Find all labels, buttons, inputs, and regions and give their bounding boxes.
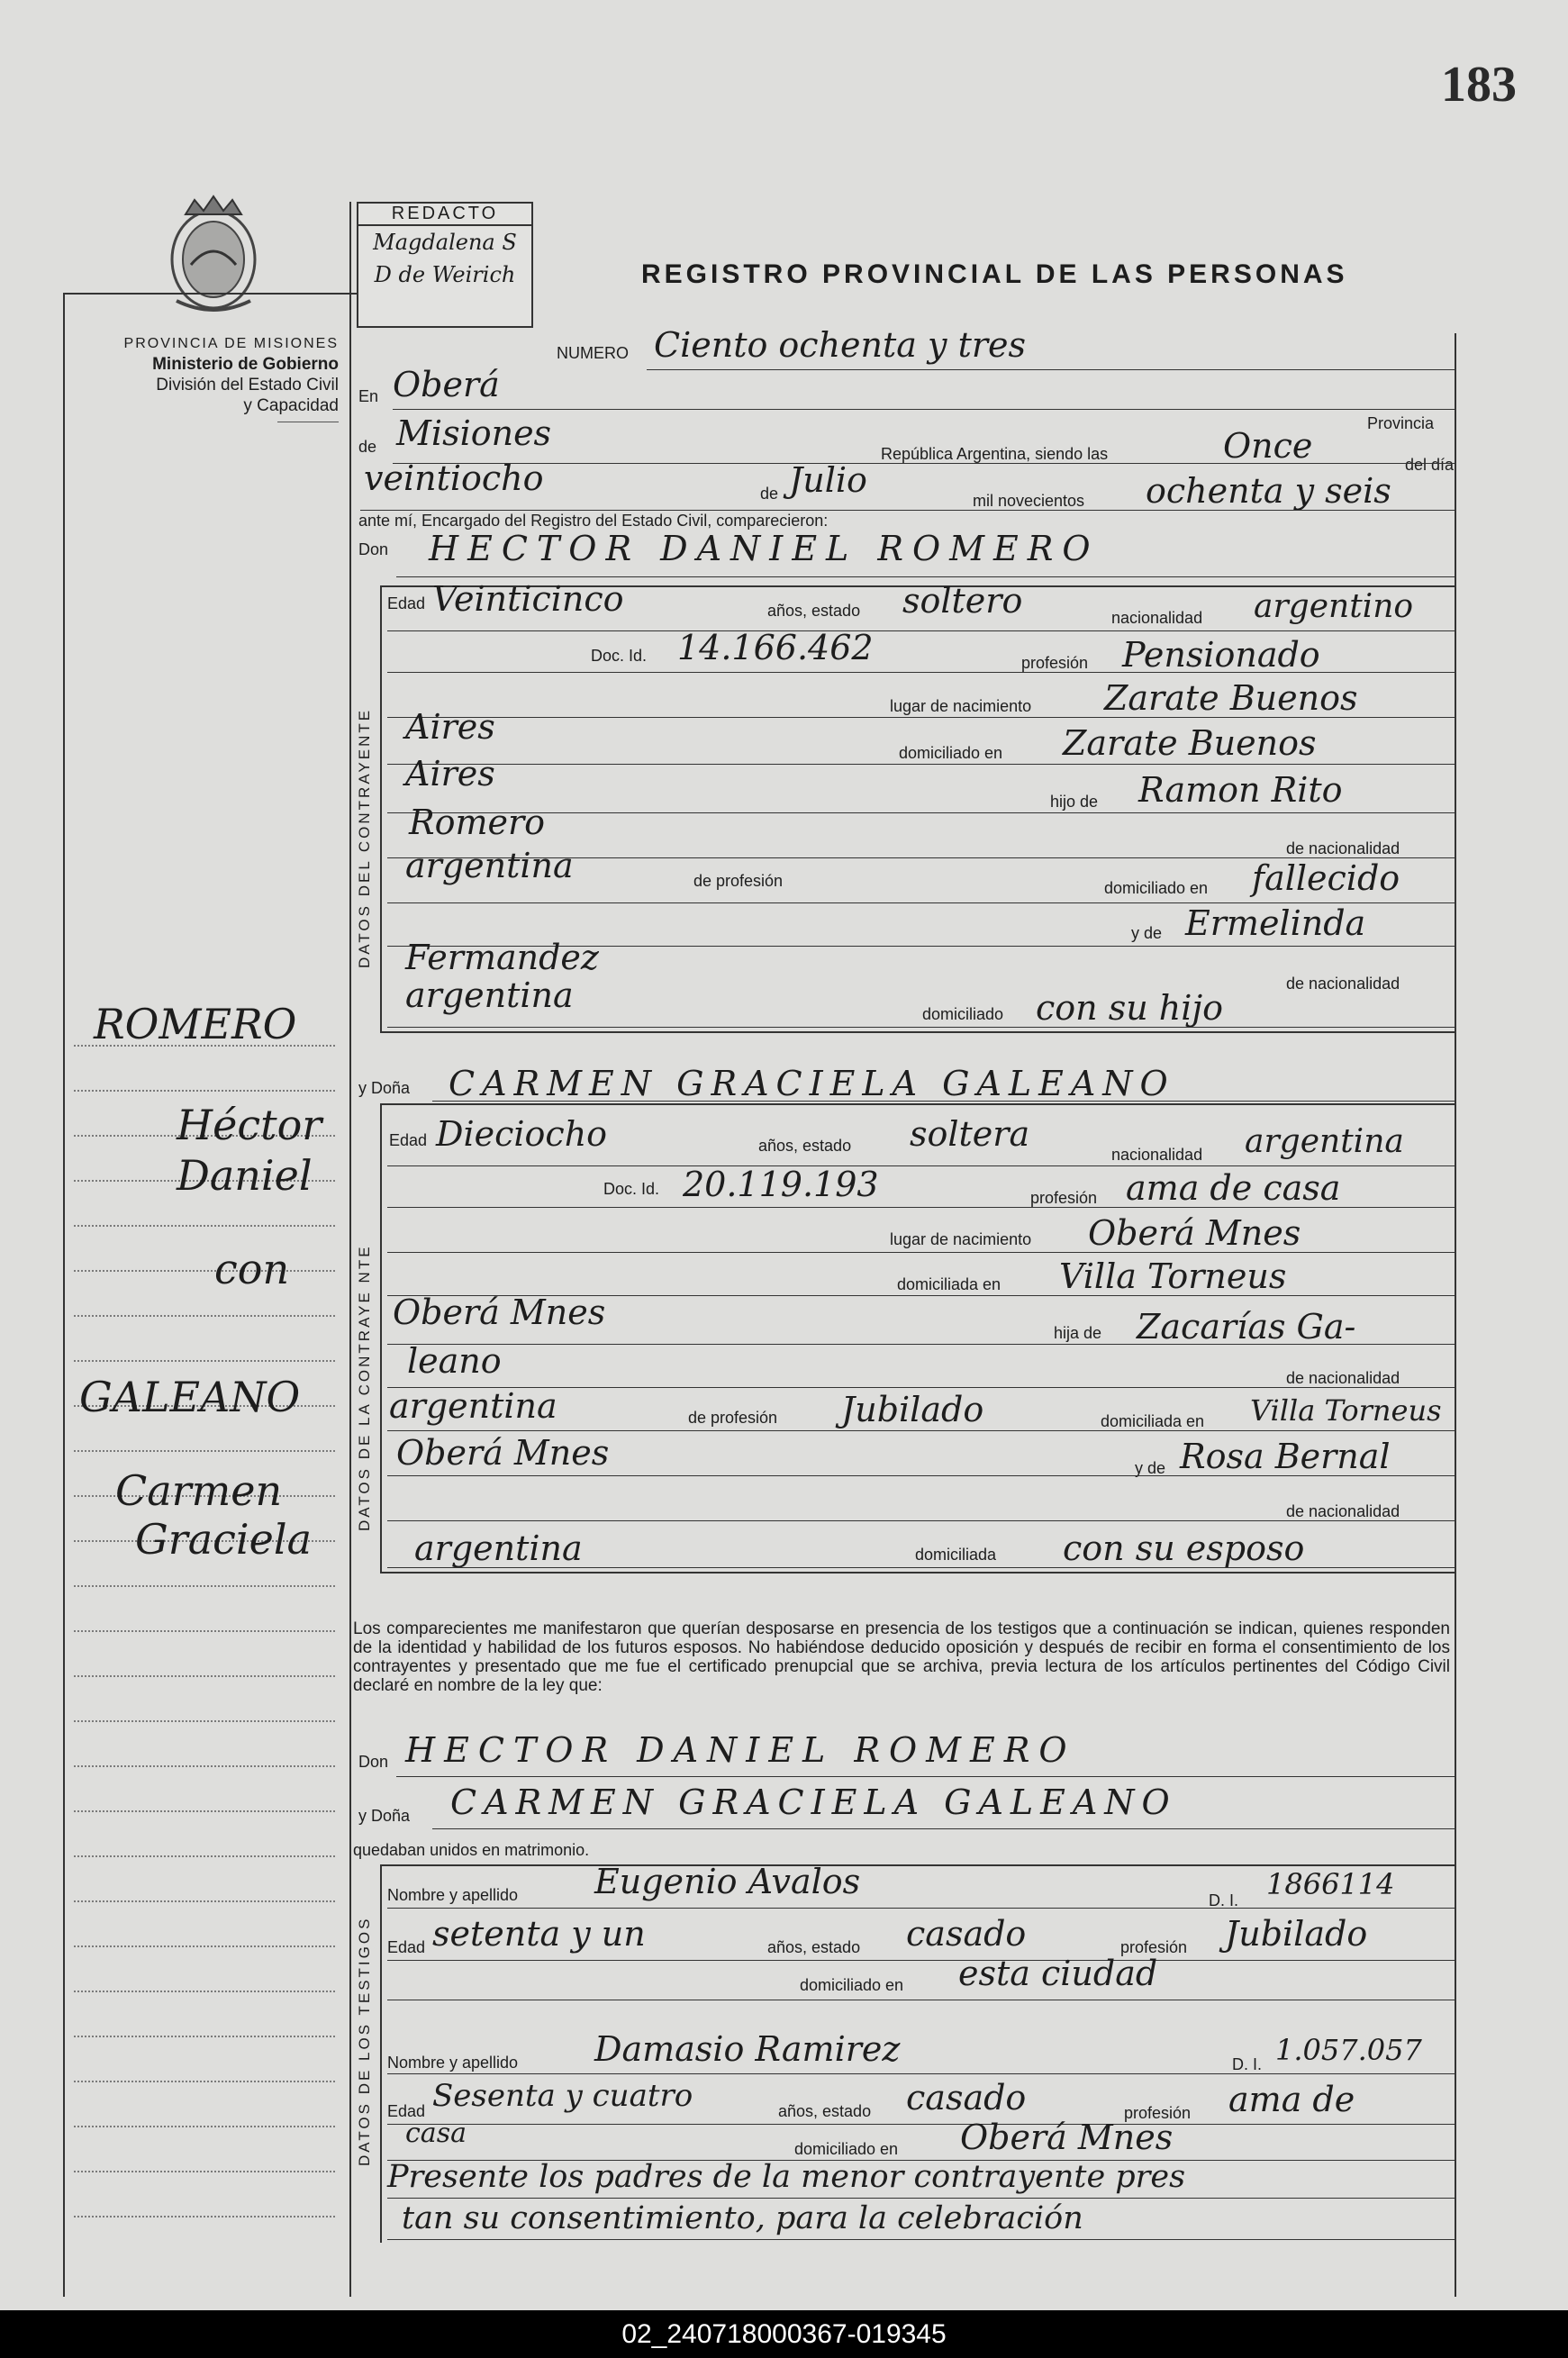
rule [387, 1567, 1455, 1568]
label-lugar-nacimiento-2: lugar de nacimiento [890, 1230, 1032, 1248]
label-de-profesion-2: de profesión [688, 1409, 778, 1427]
bride-mother-nationality: argentina [414, 1528, 583, 1568]
right-column-rule [1455, 333, 1456, 2297]
witness-box-top [380, 1864, 1455, 1866]
rule [387, 1960, 1455, 1961]
office-division: División del Estado Civil [156, 376, 339, 395]
margin-groom-name1: Héctor [177, 1101, 322, 1149]
bride-marital-status: soltera [910, 1114, 1030, 1154]
label-edad-2: Edad [389, 1131, 428, 1149]
rule [387, 1165, 1455, 1166]
label-anos-estado-4: años, estado [778, 2102, 872, 2120]
label-nombre-apellido: Nombre y apellido [387, 1886, 519, 1904]
label-doc: Doc. Id. [591, 647, 648, 665]
label-edad: Edad [387, 594, 426, 612]
bride-address-1: Villa Torneus [1059, 1256, 1287, 1296]
rule [360, 510, 1455, 511]
label-de: de [358, 438, 377, 456]
label-mil-novecientos: mil novecientos [973, 492, 1085, 510]
label-profesion: profesión [1021, 654, 1089, 672]
groom-marital-status: soltero [902, 581, 1023, 621]
final-groom-name: HECTOR DANIEL ROMERO [405, 1730, 1076, 1770]
label-domiciliado-en-3: domiciliado en [800, 1976, 904, 1994]
label-domiciliada-en: domiciliada en [897, 1275, 1002, 1293]
rule [387, 764, 1455, 765]
label-edad-3: Edad [387, 1938, 426, 1956]
margin-bride-surname: GALEANO [79, 1373, 301, 1421]
groom-father-nationality: argentina [405, 846, 574, 885]
rule [432, 1828, 1455, 1829]
margin-dotted-line [74, 1225, 335, 1227]
label-y-de: y de [1131, 924, 1163, 942]
groom-father-2: Romero [409, 803, 546, 842]
witness2-occupation-2: casa [405, 2118, 467, 2149]
label-domiciliado-en-2: domiciliado en [1104, 879, 1209, 897]
scan-id-footer: 02_240718000367-019345 [0, 2310, 1568, 2358]
rule [387, 1430, 1455, 1431]
margin-dotted-line [74, 1630, 335, 1632]
stamp-label: REDACTO [358, 204, 531, 226]
margin-dotted-line [74, 1765, 335, 1767]
label-del-dia: del día [1405, 456, 1455, 474]
bride-father-nationality: argentina [389, 1386, 557, 1426]
rule [387, 1908, 1455, 1909]
margin-bride-name2: Graciela [135, 1515, 312, 1564]
groom-father-1: Ramon Rito [1138, 770, 1343, 810]
margin-dotted-line [74, 1945, 335, 1947]
margin-dotted-line [74, 1090, 335, 1092]
rule [396, 1776, 1455, 1777]
office-capacity: y Capacidad [243, 396, 339, 415]
label-anos-estado-2: años, estado [758, 1137, 852, 1155]
label-de-profesion: de profesión [693, 872, 784, 890]
bride-occupation: ama de casa [1126, 1168, 1341, 1208]
bride-father-address-2: Oberá Mnes [396, 1433, 610, 1473]
witness-box-rule [380, 1864, 382, 2243]
margin-con: con [214, 1245, 290, 1293]
margin-dotted-line [74, 1450, 335, 1452]
label-hija-de: hija de [1054, 1324, 1102, 1342]
witness1-age: setenta y un [432, 1914, 646, 1954]
bride-nationality: argentina [1245, 1123, 1404, 1160]
bride-box-top [380, 1103, 1455, 1105]
bride-birthplace: Oberá Mnes [1088, 1213, 1301, 1253]
label-ante: ante mí, Encargado del Registro del Estado Civil, comparecieron: [358, 512, 829, 530]
bride-doc-id: 20.119.193 [683, 1165, 879, 1204]
groom-address-2: Aires [405, 754, 495, 794]
bride-address-2: Oberá Mnes [393, 1292, 606, 1332]
rule [432, 1101, 1455, 1102]
record-province: Misiones [396, 413, 552, 453]
label-nombre-apellido-2: Nombre y apellido [387, 2054, 519, 2072]
left-margin-rule [63, 293, 65, 2297]
label-domiciliada-en-2: domiciliada en [1101, 1412, 1205, 1430]
margin-groom-surname: ROMERO [94, 1000, 297, 1048]
label-nacionalidad: nacionalidad [1111, 609, 1203, 627]
rule [387, 1344, 1455, 1345]
label-republica: República Argentina, siendo las [881, 445, 1109, 463]
bride-box-bottom [380, 1572, 1455, 1574]
rule [387, 2198, 1455, 2199]
margin-dotted-line [74, 2216, 335, 2217]
record-year: ochenta y seis [1146, 471, 1391, 511]
margin-dotted-line [74, 1900, 335, 1902]
label-de-2: de [760, 485, 779, 503]
label-profesion-2: profesión [1030, 1189, 1098, 1207]
label-hijo-de: hijo de [1050, 793, 1099, 811]
groom-section-label: DATOS DEL CONTRAYENTE [356, 707, 373, 968]
label-y-dona-2: y Doña [358, 1807, 411, 1825]
margin-dotted-line [74, 1270, 335, 1272]
label-profesion-4: profesión [1124, 2104, 1192, 2122]
margin-dotted-line [74, 2171, 335, 2172]
label-anos-estado-3: años, estado [767, 1938, 861, 1956]
rule [387, 2239, 1455, 2240]
witness2-occupation-1: ama de [1228, 2080, 1355, 2119]
label-quedaban: quedaban unidos en matrimonio. [353, 1841, 590, 1859]
margin-dotted-line [74, 1991, 335, 1992]
rule [387, 812, 1455, 813]
rule [393, 409, 1455, 410]
groom-mother-address: con su hijo [1036, 988, 1224, 1028]
bride-father-1: Zacarías Ga- [1137, 1307, 1356, 1347]
groom-doc-id: 14.166.462 [677, 628, 874, 667]
witness2-id: 1.057.057 [1275, 2033, 1422, 2067]
label-domiciliada: domiciliada [915, 1546, 997, 1564]
label-don-2: Don [358, 1753, 389, 1771]
coat-of-arms-seal [159, 193, 268, 319]
margin-groom-name2: Daniel [177, 1151, 313, 1200]
margin-dotted-line [74, 2081, 335, 2082]
bride-mother-address: con su esposo [1063, 1528, 1305, 1568]
office-ministry: Ministerio de Gobierno [152, 355, 339, 374]
label-profesion-3: profesión [1120, 1938, 1188, 1956]
final-bride-name: CARMEN GRACIELA GALEANO [450, 1782, 1177, 1822]
label-de-nacionalidad-2: de nacionalidad [1286, 975, 1400, 993]
label-de-nacionalidad: de nacionalidad [1286, 839, 1400, 857]
groom-address-1: Zarate Buenos [1063, 723, 1317, 763]
rule [393, 463, 1455, 464]
witness2-status: casado [906, 2078, 1027, 2118]
main-column-rule [349, 202, 351, 2297]
label-doc-2: Doc. Id. [603, 1180, 660, 1198]
groom-age: Veinticinco [432, 579, 624, 619]
label-domiciliado-en: domiciliado en [899, 744, 1003, 762]
rule [387, 2073, 1455, 2074]
margin-dotted-line [74, 1810, 335, 1812]
label-lugar-nacimiento: lugar de nacimiento [890, 697, 1032, 715]
declaration-paragraph: Los comparecientes me manifestaron que querían desposarse en presencia de los testigos que a continuación se indican, quienes responden de la identidad y habilidad de los futuros esposos. No habiéndose deducido oposición y después de recibir en forma el consentimiento de los contrayentes y presentado que me fue el certificado prenupcial que se archiva, previa lectura de los artículos pertinentes del Código Civil declaré en nombre de la ley que: [353, 1619, 1450, 1695]
rule [387, 1475, 1455, 1476]
groom-mother-2: Fermandez [405, 938, 599, 977]
groom-box-rule [380, 585, 382, 1031]
groom-occupation: Pensionado [1122, 635, 1320, 675]
label-y-de-2: y de [1135, 1459, 1166, 1477]
groom-birthplace-1: Zarate Buenos [1104, 678, 1358, 718]
office-province: PROVINCIA DE MISIONES [123, 336, 339, 351]
groom-birthplace-2: Aires [405, 707, 495, 747]
rule [387, 1207, 1455, 1208]
margin-dotted-line [74, 1585, 335, 1587]
label-numero: NUMERO [557, 344, 629, 362]
stamp-signature-line2: D de Weirich [374, 262, 516, 287]
witness1-id: 1866114 [1266, 1867, 1395, 1901]
groom-full-name: HECTOR DANIEL ROMERO [429, 529, 1100, 568]
rule [396, 576, 1455, 577]
label-provincia: Provincia [1367, 414, 1435, 432]
groom-mother-1: Ermelinda [1185, 903, 1366, 943]
groom-father-address: fallecido [1252, 858, 1400, 898]
margin-dotted-line [74, 1315, 335, 1317]
record-number: Ciento ochenta y tres [654, 325, 1026, 365]
bride-section-label: DATOS DE LA CONTRAYE NTE [356, 1244, 373, 1531]
witness1-status: casado [906, 1914, 1027, 1954]
witness1-occupation: Jubilado [1225, 1914, 1368, 1954]
page-number: 183 [1441, 57, 1517, 113]
label-edad-4: Edad [387, 2102, 426, 2120]
stamp-signature-line1: Magdalena S [373, 230, 517, 255]
witness2-name: Damasio Ramirez [594, 2029, 901, 2069]
witness1-name: Eugenio Avalos [594, 1862, 861, 1901]
record-month: Julio [789, 460, 867, 500]
witness2-address: Oberá Mnes [960, 2118, 1174, 2157]
witness2-age: Sesenta y cuatro [432, 2078, 693, 2114]
record-city: Oberá [393, 365, 500, 404]
note-line-1: Presente los padres de la menor contrayente pres [387, 2159, 1186, 2195]
label-de-nacionalidad-4: de nacionalidad [1286, 1502, 1400, 1520]
label-di: D. I. [1209, 1891, 1239, 1909]
label-don: Don [358, 540, 389, 558]
bride-father-2: leano [407, 1341, 502, 1381]
label-domiciliado-en-4: domiciliado en [794, 2140, 899, 2158]
witness1-address: esta ciudad [958, 1954, 1158, 1993]
note-line-2: tan su consentimiento, para la celebración [402, 2200, 1083, 2236]
rule [387, 1027, 1455, 1028]
groom-box-bottom [380, 1031, 1455, 1033]
record-day: veintiocho [364, 458, 544, 498]
bride-box-rule [380, 1103, 382, 1572]
margin-dotted-line [74, 1720, 335, 1722]
rule [387, 717, 1455, 718]
rule [387, 672, 1455, 673]
bride-mother: Rosa Bernal [1180, 1437, 1391, 1476]
label-y-dona: y Doña [358, 1079, 411, 1097]
witnesses-section-label: DATOS DE LOS TESTIGOS [356, 1916, 373, 2166]
bride-age: Dieciocho [436, 1114, 608, 1154]
label-domiciliado: domiciliado [922, 1005, 1004, 1023]
rule [387, 1520, 1455, 1521]
margin-bride-name1: Carmen [115, 1466, 283, 1515]
record-hour: Once [1223, 426, 1313, 466]
rule [387, 630, 1455, 631]
groom-mother-nationality: argentina [405, 975, 574, 1015]
top-margin-rule [63, 293, 357, 295]
label-anos-estado: años, estado [767, 602, 861, 620]
label-en: En [358, 387, 379, 405]
margin-dotted-line [74, 1360, 335, 1362]
rule [647, 369, 1455, 370]
bride-full-name: CARMEN GRACIELA GALEANO [449, 1064, 1175, 1103]
rule [387, 1252, 1455, 1253]
rule [387, 2124, 1455, 2125]
bride-father-occupation: Jubilado [841, 1390, 984, 1429]
label-nacionalidad-2: nacionalidad [1111, 1146, 1203, 1164]
margin-dotted-line [74, 1675, 335, 1677]
label-de-nacionalidad-3: de nacionalidad [1286, 1369, 1400, 1387]
margin-dotted-line [74, 2036, 335, 2037]
label-di-2: D. I. [1232, 2055, 1263, 2073]
issuing-office [77, 333, 339, 422]
drafter-stamp [357, 202, 533, 328]
bride-father-address-1: Villa Torneus [1250, 1393, 1442, 1428]
groom-nationality: argentino [1254, 588, 1414, 625]
form-title: REGISTRO PROVINCIAL DE LAS PERSONAS [641, 259, 1348, 289]
margin-dotted-line [74, 2126, 335, 2127]
margin-dotted-line [74, 1855, 335, 1857]
